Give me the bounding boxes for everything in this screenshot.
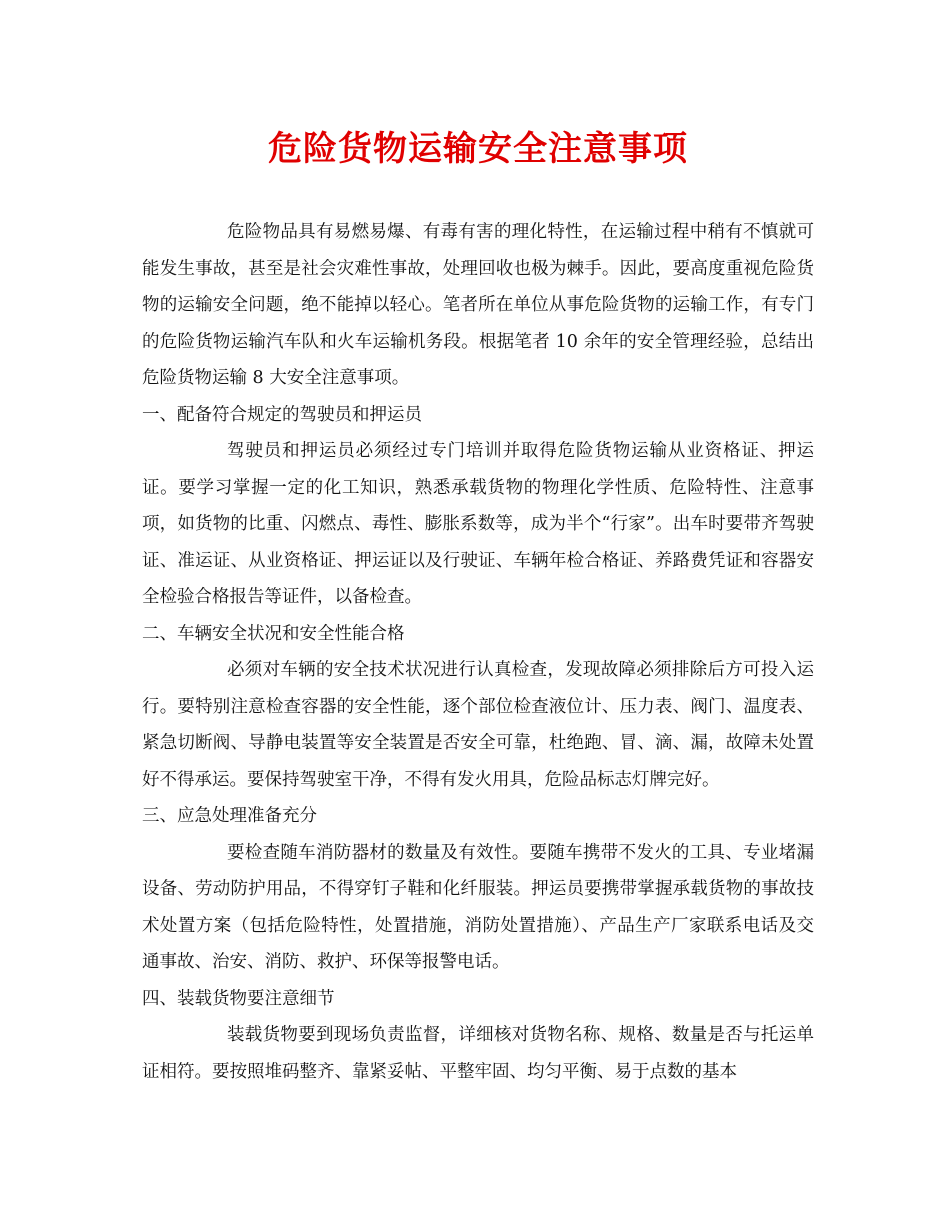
intro-paragraph: 危险物品具有易燃易爆、有毒有害的理化特性，在运输过程中稍有不慎就可能发生事故，甚至是社会灾难性事故，处理回收也极为棘手。因此，要高度重视危险货物的运输安全问题，绝不能掉以轻心。笔者所在单位从事危险货物的运输工作，有专门的危险货物运输汽车队和火车运输机务段。根据笔者 10 余年的安全管理经验，总结出危险货物运输 8 大安全注意事项。: [142, 222, 814, 388]
section-body-2: 必须对车辆的安全技术状况进行认真检查，发现故障必须排除后方可投入运行。要特别注意检查容器的安全性能，逐个部位检查液位计、压力表、阀门、温度表、紧急切断阀、导静电装置等安全装置是否安全可靠，杜绝跑、冒、滴、漏，故障未处置好不得承运。要保持驾驶室干净，不得有发火用具，危险品标志灯牌完好。: [142, 660, 814, 790]
document-title: 危险货物运输安全注意事项: [268, 129, 688, 169]
document-page: [142, 124, 814, 1090]
section-heading-3: 三、应急处理准备充分: [142, 806, 317, 826]
section-body-3: 要检查随车消防器材的数量及有效性。要随车携带不发火的工具、专业堵漏设备、劳动防护用品，不得穿钉子鞋和化纤服装。押运员要携带掌握承载货物的事故技术处置方案（包括危险特性，处置措施，消防处置措施）、产品生产厂家联系电话及交通事故、治安、消防、救护、环保等报警电话。: [142, 842, 814, 972]
section-heading-2: 二、车辆安全状况和安全性能合格: [142, 623, 405, 644]
section-body-1: 驾驶员和押运员必须经过专门培训并取得危险货物运输从业资格证、押运证。要学习掌握一定的化工知识，熟悉承载货物的物理化学性质、危险特性、注意事项，如货物的比重、闪燃点、毒性、膨胀系数等，成为半个“行家”。出车时要带齐驾驶证、准运证、从业资格证、押运证以及行驶证、车辆年检合格证、养路费凭证和容器安全检验合格报告等证件，以备检查。: [142, 441, 814, 607]
section-body-4: 装载货物要到现场负责监督，详细核对货物名称、规格、数量是否与托运单证相符。要按照堆码整齐、靠紧妥帖、平整牢固、均匀平衡、易于点数的基本: [142, 1025, 814, 1082]
section-heading-1: 一、配备符合规定的驾驶员和押运员: [142, 404, 422, 425]
section-heading-4: 四、装载货物要注意细节: [142, 988, 335, 1009]
